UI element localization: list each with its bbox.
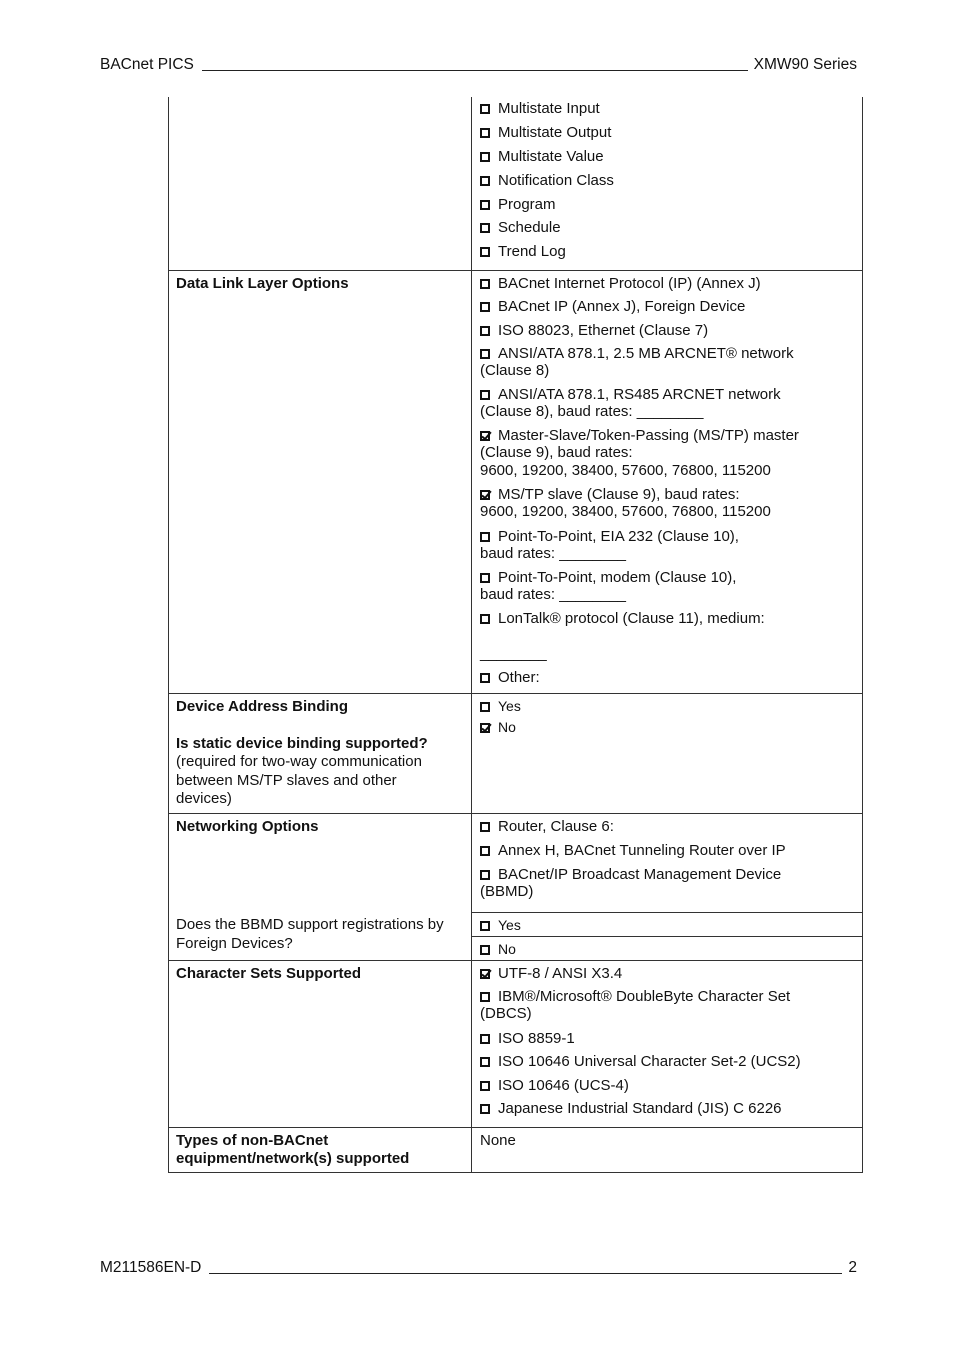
checkbox-option[interactable] — [480, 965, 854, 982]
checkbox-icon — [480, 302, 490, 312]
option-label: Notification Class — [498, 171, 614, 189]
bbmd-no[interactable]: No — [472, 936, 862, 960]
option-label — [480, 627, 854, 645]
checkbox-option[interactable] — [480, 988, 854, 1023]
charsets-options — [472, 960, 863, 1127]
option-label: Schedule — [498, 219, 561, 237]
device-binding-options — [472, 694, 863, 814]
checkbox-option[interactable] — [480, 243, 854, 260]
option-label: ISO 88023, Ethernet (Clause 7) — [498, 321, 709, 339]
option-label: (DBCS) — [480, 1005, 532, 1023]
header-right: XMW90 Series — [753, 56, 857, 73]
checkbox-icon — [480, 1104, 490, 1114]
checkbox-option[interactable] — [480, 1053, 854, 1070]
option-label: LonTalk® protocol (Clause 11), medium: — [498, 609, 765, 627]
option-label: 9600, 19200, 38400, 57600, 76800, 115200 — [480, 462, 771, 480]
checkbox-option[interactable] — [480, 698, 854, 714]
option-label: Point-To-Point, modem (Clause 10), — [498, 568, 737, 586]
networking-cell — [169, 813, 472, 960]
checkbox-option[interactable] — [480, 345, 854, 380]
option-label: UTF-8 / ANSI X3.4 — [498, 964, 623, 982]
checkbox-option[interactable] — [480, 842, 854, 859]
option-label: ISO 10646 (UCS-4) — [498, 1076, 629, 1094]
option-label: baud rates: ________ — [480, 585, 626, 603]
object-types-left — [169, 97, 472, 271]
checkbox-option[interactable] — [480, 148, 854, 165]
option-label: 9600, 19200, 38400, 57600, 76800, 115200 — [480, 503, 771, 521]
checked-box-icon — [480, 723, 490, 733]
option-label: (Clause 8) — [480, 361, 550, 379]
checkbox-icon — [480, 702, 490, 712]
option-label: Point-To-Point, EIA 232 (Clause 10), — [498, 527, 739, 545]
checked-box-icon — [480, 431, 490, 441]
footer-left: M211586EN-D — [100, 1259, 202, 1276]
option-label: Multistate Input — [498, 100, 600, 117]
option-label: BACnet/IP Broadcast Management Device — [498, 865, 782, 883]
option-label: Master-Slave/Token-Passing (MS/TP) master — [498, 427, 799, 445]
checkbox-icon — [480, 200, 490, 210]
option-label: IBM®/Microsoft® DoubleByte Character Set — [498, 988, 791, 1006]
option-label: Multistate Output — [498, 123, 612, 141]
checkbox-option[interactable] — [480, 1077, 854, 1094]
checkbox-icon — [480, 223, 490, 233]
checked-box-icon — [480, 969, 490, 979]
checkbox-icon — [480, 822, 490, 832]
checkbox-icon — [480, 1081, 490, 1091]
option-label: ISO 10646 Universal Character Set-2 (UCS2) — [498, 1053, 801, 1071]
page-footer — [100, 1259, 857, 1277]
checkbox-icon — [480, 279, 490, 289]
option-label: Yes — [498, 698, 521, 715]
checkbox-option[interactable] — [480, 124, 854, 141]
option-label: Trend Log — [498, 243, 566, 261]
checkbox-icon — [480, 128, 490, 138]
checkbox-icon — [480, 846, 490, 856]
option-label: (BBMD) — [480, 882, 534, 900]
option-label: Program — [498, 195, 556, 213]
option-label: Annex H, BACnet Tunneling Router over IP — [498, 841, 786, 859]
checkbox-option[interactable] — [480, 386, 854, 421]
option-label: Japanese Industrial Standard (JIS) C 6226 — [498, 1100, 782, 1118]
checkbox-icon — [480, 992, 490, 1002]
option-label: BACnet Internet Protocol (IP) (Annex J) — [498, 275, 761, 293]
non-bacnet-title-cell — [169, 1127, 472, 1172]
option-label: baud rates: ________ — [480, 544, 626, 562]
option-label: Router, Clause 6: — [498, 817, 614, 835]
bbmd-question: Does the BBMD support registrations by Foreign Devices? — [176, 915, 444, 952]
checkbox-option[interactable] — [480, 719, 854, 735]
checkbox-icon — [480, 532, 490, 542]
checkbox-option[interactable] — [480, 322, 854, 339]
page-header — [100, 56, 857, 74]
data-link-title: Data Link Layer Options — [176, 275, 349, 293]
footer-rule — [209, 1273, 842, 1274]
device-binding-question: Is static device binding supported? — [176, 735, 428, 753]
device-binding-title: Device Address Binding — [176, 698, 348, 716]
option-label: (Clause 9), baud rates: — [480, 444, 633, 462]
checkbox-icon — [480, 104, 490, 114]
option-label: ANSI/ATA 878.1, RS485 ARCNET network — [498, 385, 781, 403]
checkbox-icon — [480, 152, 490, 162]
checkbox-option[interactable] — [480, 275, 854, 292]
pics-table — [168, 97, 863, 1173]
non-bacnet-value: None — [480, 1131, 516, 1149]
checkbox-option[interactable] — [480, 100, 854, 117]
checkbox-icon — [480, 673, 490, 683]
header-rule — [202, 70, 748, 71]
device-binding-cell — [169, 694, 472, 814]
footer-right: 2 — [848, 1259, 857, 1276]
checkbox-icon — [480, 349, 490, 359]
networking-options — [472, 813, 863, 960]
option-label: BACnet IP (Annex J), Foreign Device — [498, 298, 746, 316]
charsets-title-cell — [169, 960, 472, 1127]
bbmd-yes[interactable]: Yes — [472, 912, 862, 936]
checkbox-option[interactable] — [480, 610, 854, 663]
checkbox-option[interactable] — [480, 172, 854, 189]
checkbox-icon — [480, 176, 490, 186]
option-label: ________ — [480, 644, 547, 662]
checkbox-icon — [480, 247, 490, 257]
option-label: ANSI/ATA 878.1, 2.5 MB ARCNET® network — [498, 344, 794, 362]
non-bacnet-value-cell — [472, 1127, 863, 1172]
checkbox-option[interactable] — [480, 528, 854, 563]
option-label: ISO 8859-1 — [498, 1029, 575, 1047]
checkbox-option[interactable] — [480, 219, 854, 236]
header-left: BACnet PICS — [100, 56, 194, 73]
checkbox-option[interactable] — [480, 196, 854, 213]
checkbox-icon — [480, 1034, 490, 1044]
checkbox-option[interactable] — [480, 1100, 854, 1117]
charsets-title: Character Sets Supported — [176, 964, 362, 982]
checkbox-option[interactable] — [480, 866, 854, 901]
checked-box-icon — [480, 490, 490, 500]
checkbox-option[interactable] — [480, 427, 854, 480]
checkbox-icon — [480, 326, 490, 336]
checkbox-option[interactable] — [480, 818, 854, 835]
checkbox-option[interactable] — [480, 1030, 854, 1047]
checkbox-icon — [480, 390, 490, 400]
checkbox-option[interactable] — [480, 298, 854, 315]
checkbox-icon — [480, 945, 490, 955]
object-types-list — [472, 97, 863, 271]
device-binding-note: (required for two-way communication between MS/TP slaves and other devices) — [176, 753, 422, 808]
option-label: MS/TP slave (Clause 9), baud rates: — [498, 486, 740, 504]
data-link-options — [472, 271, 863, 694]
checkbox-icon — [480, 870, 490, 880]
option-label: Multistate Value — [498, 147, 604, 165]
data-link-title-cell — [169, 271, 472, 694]
option-label: Other: — [498, 669, 540, 687]
option-label: No — [498, 719, 516, 736]
checkbox-option[interactable] — [480, 569, 854, 604]
checkbox-icon — [480, 1057, 490, 1067]
non-bacnet-title: Types of non-BACnet equipment/network(s) supported — [176, 1131, 410, 1167]
checkbox-icon — [480, 573, 490, 583]
checkbox-option[interactable] — [480, 486, 854, 521]
checkbox-icon — [480, 921, 490, 931]
option-label: (Clause 8), baud rates: ________ — [480, 402, 704, 420]
networking-title: Networking Options — [176, 817, 319, 835]
checkbox-icon — [480, 614, 490, 624]
checkbox-option[interactable] — [480, 669, 854, 686]
